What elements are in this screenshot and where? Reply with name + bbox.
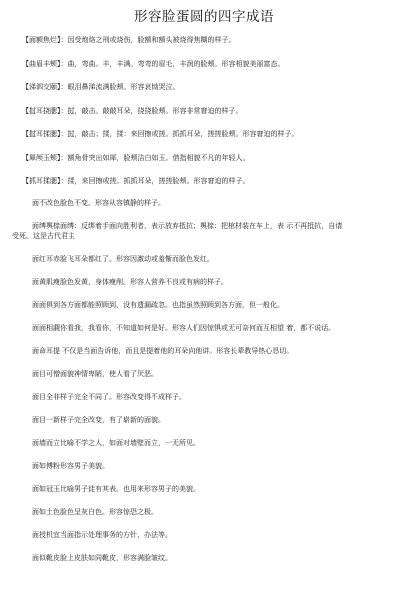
list-item: [22, 129, 386, 139]
entry-text: ：挝，敲击；揉，揉：来回擦或搓。抓抓耳朵，搓搓脸颊。形容窘迫的样子。: [60, 130, 299, 138]
idiom-line: 面黄肌瘦脸色发黄，身体瘦削。形容人营养不良或有病的样子。: [32, 278, 228, 286]
entry-text: ：额角骨突出如犀，脸颊洁白如玉。借指相貌不凡的年轻人。: [60, 153, 250, 162]
entry-text: ：揉，来回擦或搓。抓抓耳朵，搓搓脸颊。形容窘迫的样子。: [60, 177, 250, 185]
idiom-line: 面似靴皮脸上皮肤如同靴皮，形容满脸皱纹。: [32, 554, 172, 562]
entry-term: 【曲眉丰颊】: [22, 59, 61, 68]
page-title: 形容脸蛋圆的四字成语: [134, 9, 274, 25]
entry-term: 【涕泗交颐】: [22, 83, 61, 91]
idiom-line: 面目可憎面貌神情卑陋，使人看了厌恶。: [32, 370, 158, 378]
idiom-line: 面不改色脸色不变。形容从容镇静的样子。: [32, 199, 165, 207]
idiom-line: 面目全非样子完全不同了。形容改变得不成样子。: [32, 393, 186, 401]
idiom-line: 面如冠玉比喻男子徒有其表。也用来形容男子的美貌。: [32, 485, 200, 493]
idiom-line: 面红耳赤脸飞耳朵都红了。形容因激动或羞惭而脸色发红。: [32, 255, 214, 263]
entry-term: 【犀颅玉颊】: [22, 153, 61, 162]
idiom-line: 面墙而立比喻不学之人，如面对墙壁而立，一无所见。: [32, 439, 200, 447]
list-item: [22, 153, 386, 163]
entry-text: ：挝，敲击。敲敲耳朵，挠挠脸颊。形容非常窘迫的样子。: [60, 106, 243, 115]
entry-term: 【面额焦烂】: [22, 36, 61, 44]
idiom-line-wrapped: [12, 221, 386, 241]
entry-term: 【抓耳揉腮】: [22, 177, 61, 185]
entry-term: 【挝耳揉腮】: [22, 130, 61, 138]
idiom-line: 面面俱到各方面都能照顾到，没有遗漏疏忽。也指虽然照顾到各方面，但一般化。: [32, 301, 284, 309]
idiom-line-continuation: 受死。这是古代君主: [12, 232, 75, 240]
idiom-line: 面面相觑你看我，我看你，不知道如何是好。形容人们因惊惧或无可奈何而互相望 着，都不说话。: [32, 324, 336, 332]
idiom-line: 面目一新样子完全改变，有了崭新的面貌。: [32, 416, 165, 424]
idiom-line: 面授机宜当面指示处理事务的方针、办法等。: [32, 531, 172, 539]
idiom-line: 面如土色脸色呈灰白色。形容惊恐之极。: [32, 508, 158, 516]
list-item: [22, 176, 386, 186]
entry-text: ：眼泪鼻涕流满脸颊。形容哀恸哭泣。: [60, 83, 180, 91]
idiom-line: 面命耳提 不仅是当面告诉他，而且是提着他的耳朵向他讲。形容长辈教导热心恳切。: [32, 347, 294, 355]
entry-text: ：因受炮烙之刑或烧伤，脸额和额头被烧得焦糊的样子。: [60, 36, 236, 44]
idiom-line: 面如傅粉形容男子美貌。: [32, 462, 109, 470]
list-item: [22, 35, 386, 45]
idiom-line-text: 面缚舆榇面缚：反绑着手面向胜利者，表示放弃抵抗；舆榇：把棺材装在车上，表 示不再抵抗，自请: [32, 222, 343, 230]
list-item: [22, 59, 386, 69]
entry-term: 【挝耳挠腮】: [22, 106, 61, 115]
list-item: [22, 82, 386, 92]
list-item: [22, 106, 386, 116]
entry-text: ：曲，弯曲。丰，丰满。弯弯的眉毛，丰润的脸颊。形容相貌美丽富态。: [60, 59, 285, 68]
